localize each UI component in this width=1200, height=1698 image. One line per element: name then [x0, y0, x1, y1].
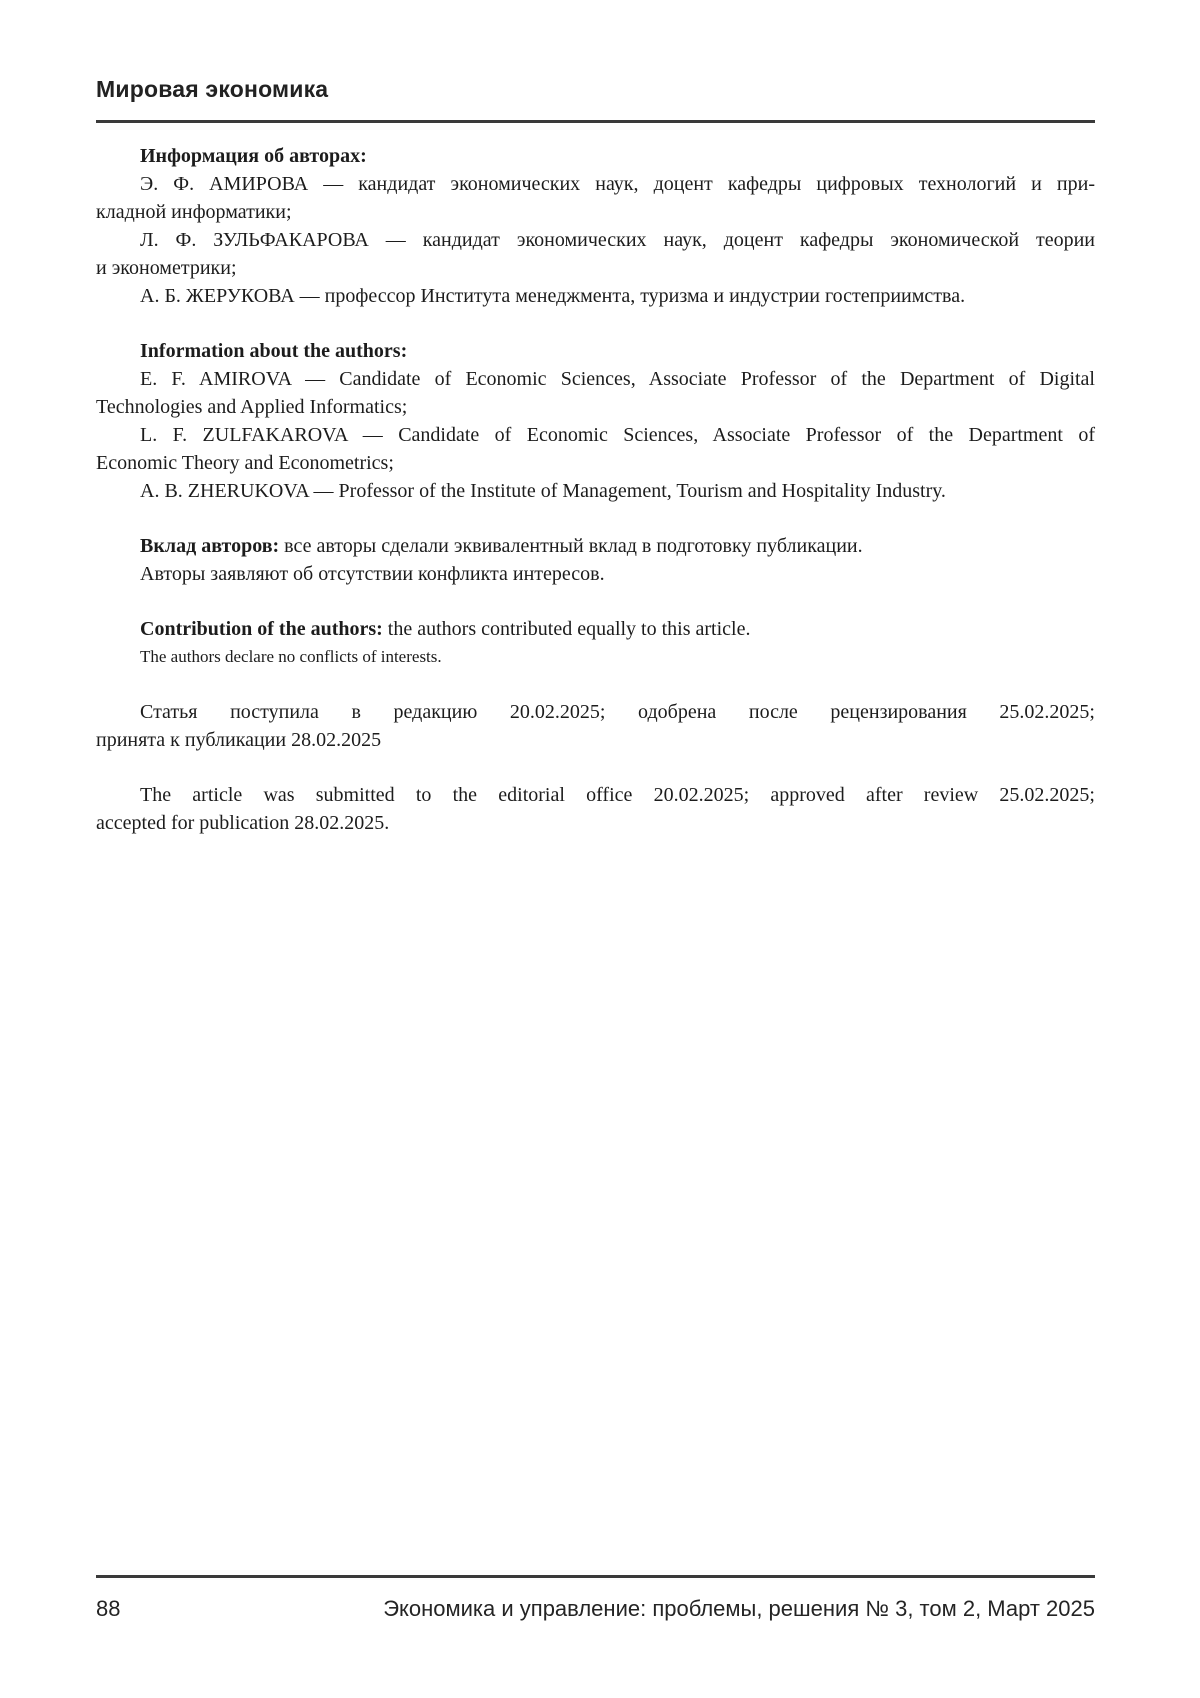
header-rule — [96, 120, 1095, 123]
text-line: L. F. ZULFAKAROVA — Candidate of Economic Sciences, Associate Professor of the Department of — [140, 424, 1095, 446]
paragraph — [96, 421, 1095, 477]
text-line: Contribution of the authors: the authors contributed equally to this article. — [140, 618, 751, 640]
paragraph-group — [96, 698, 1095, 754]
text-line: А. Б. ЖЕРУКОВА — профессор Института менеджмента, туризма и индустрии гостеприимства. — [140, 285, 966, 307]
text-line: The article was submitted to the editorial office 20.02.2025; approved after review 25.02.2025; — [140, 784, 1095, 806]
text-line: Economic Theory and Econometrics; — [96, 452, 394, 474]
paragraph-group — [96, 532, 1095, 588]
text-line: Вклад авторов: все авторы сделали эквивалентный вклад в подготовку публикации. — [140, 535, 863, 557]
paragraph-group — [96, 337, 1095, 505]
paragraph-group — [96, 615, 1095, 671]
bold-lead-label: Информация об авторах: — [140, 145, 367, 167]
text-line — [96, 142, 1095, 170]
text-line: Technologies and Applied Informatics; — [96, 396, 408, 418]
text-line: Авторы заявляют об отсутствии конфликта интересов. — [140, 563, 605, 585]
paragraph — [96, 781, 1095, 837]
paragraph — [96, 170, 1095, 226]
paragraph — [96, 282, 1095, 310]
bold-lead-label: Information about the authors: — [140, 340, 408, 362]
page-header — [96, 76, 1095, 103]
paragraph — [96, 698, 1095, 754]
text-line — [96, 337, 1095, 365]
text-line: Статья поступила в редакцию 20.02.2025; одобрена после рецензирования 25.02.2025; — [140, 701, 1095, 723]
page-number: 88 — [96, 1596, 121, 1621]
bold-lead-label: Вклад авторов: — [140, 535, 280, 557]
text-line: и эконометрики; — [96, 257, 237, 279]
paragraph — [96, 643, 1095, 671]
paragraph — [96, 142, 1095, 170]
paragraph — [96, 337, 1095, 365]
text-line: Л. Ф. ЗУЛЬФАКАРОВА — кандидат экономических наук, доцент кафедры экономической теории — [140, 229, 1095, 251]
article-back-matter — [96, 142, 1095, 837]
paragraph — [96, 615, 1095, 643]
text-line: accepted for publication 28.02.2025. — [96, 812, 390, 834]
paragraph-group — [96, 781, 1095, 837]
paragraph — [96, 560, 1095, 588]
text-line: A. B. ZHERUKOVA — Professor of the Institute of Management, Tourism and Hospitality Industry. — [140, 480, 946, 502]
paragraph — [96, 365, 1095, 421]
paragraph — [96, 477, 1095, 505]
text-line: E. F. AMIROVA — Candidate of Economic Sciences, Associate Professor of the Department of Digital — [140, 368, 1095, 390]
text-line: Э. Ф. АМИРОВА — кандидат экономических наук, доцент кафедры цифровых технологий и при- — [140, 173, 1095, 195]
text-line: принята к публикации 28.02.2025 — [96, 729, 382, 751]
paragraph — [96, 532, 1095, 560]
paragraph-group — [96, 142, 1095, 310]
text-line: The authors declare no conflicts of interests. — [140, 647, 442, 666]
page-footer — [96, 1596, 1095, 1622]
footer-rule — [96, 1575, 1095, 1578]
text-line: кладной информатики; — [96, 201, 292, 223]
journal-title: Экономика и управление: проблемы, решения № 3, том 2, Март 2025 — [383, 1596, 1095, 1621]
paragraph — [96, 226, 1095, 282]
section-title: Мировая экономика — [96, 76, 329, 102]
bold-lead-label: Contribution of the authors: — [140, 618, 383, 640]
